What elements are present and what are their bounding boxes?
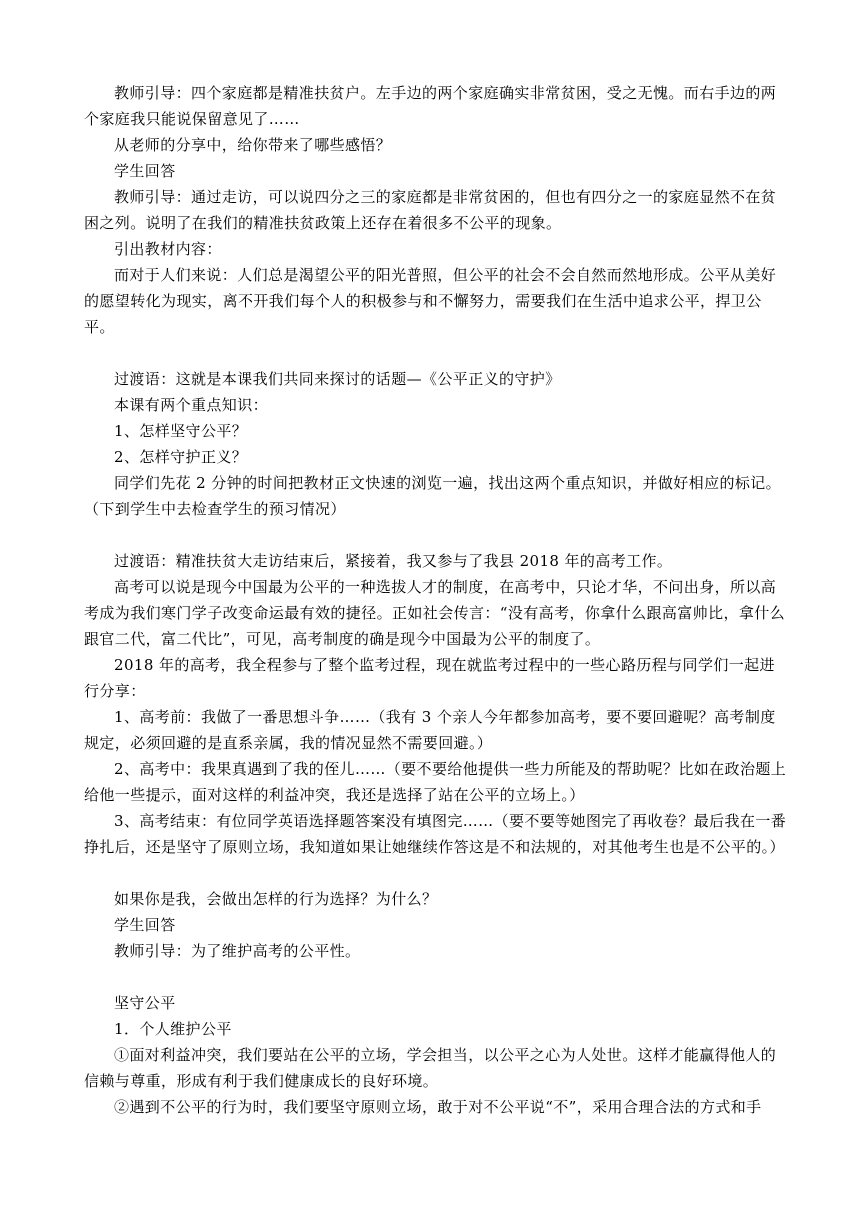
paragraph-transition-1: 过渡语：这就是本课我们共同来探讨的话题—《公平正义的守护》 xyxy=(114,370,561,388)
subheading-personal-fairness: 1．个人维护公平 xyxy=(114,1020,232,1038)
paragraph-key-point-1: 1、怎样坚守公平？ xyxy=(114,422,248,440)
paragraph-teacher-guide-2: 教师引导：通过走访，可以说四分之三的家庭都是非常贫困的，但也有四分之一的家庭显然不在贫困之列。说明了在我们的精准扶贫政策上还存在着很多不公平的现象。 xyxy=(84,188,777,232)
paragraph-point-2: ②遇到不公平的行为时，我们要坚守原则立场，敢于对不公平说“不”，采用合理合法的方式和手 xyxy=(114,1098,762,1116)
paragraph-key-point-2: 2、怎样守护正义？ xyxy=(114,448,248,466)
paragraph-before-exam: 1、高考前：我做了一番思想斗争……（我有 3 个亲人今年都参加高考，要不要回避呢？高考制度规定，必须回避的是直系亲属，我的情况显然不需要回避。） xyxy=(84,708,776,752)
paragraph-teacher-guide-3: 教师引导：为了维护高考的公平性。 xyxy=(114,942,361,960)
paragraph-teacher-guide-1: 教师引导：四个家庭都是精准扶贫户。左手边的两个家庭确实非常贫困，受之无愧。而右手边的两个家庭我只能说保留意见了…… xyxy=(84,84,777,128)
paragraph-during-exam: 2、高考中：我果真遇到了我的侄儿……（要不要给他提供一些力所能及的帮助呢？比如在政治题上给他一些提示，面对这样的利益冲突，我还是选择了站在公平的立场上。） xyxy=(84,760,787,804)
paragraph-key-points: 本课有两个重点知识： xyxy=(114,396,269,414)
paragraph-fairness-text: 而对于人们来说：人们总是渴望公平的阳光普照，但公平的社会不会自然而然地形成。公平从美好的愿望转化为现实，离不开我们每个人的积极参与和不懈努力，需要我们在生活中追求公平，捍卫公平。 xyxy=(84,266,777,336)
paragraph-point-1: ①面对利益冲突，我们要站在公平的立场，学会担当，以公平之心为人处世。这样才能赢得他人的信赖与尊重，形成有利于我们健康成长的良好环境。 xyxy=(84,1046,777,1090)
paragraph-preview-task: 同学们先花 2 分钟的时间把教材正文快速的浏览一遍，找出这两个重点知识，并做好相应的标记。（下到学生中去检查学生的预习情况） xyxy=(84,474,782,518)
paragraph-gaokao-share: 2018 年的高考，我全程参与了整个监考过程，现在就监考过程中的一些心路历程与同学们一起进行分享： xyxy=(84,656,775,700)
paragraph-after-exam: 3、高考结束：有位同学英语选择题答案没有填图完……（要不要等她图完了再收卷？最后我在一番挣扎后，还是坚守了原则立场，我知道如果让她继续作答这是不和法规的，对其他考生也是不公平的。） xyxy=(84,812,787,856)
paragraph-textbook-intro: 引出教材内容： xyxy=(114,240,222,258)
paragraph-transition-2: 过渡语：精准扶贫大走访结束后，紧接着，我又参与了我县 2018 年的高考工作。 xyxy=(114,552,673,570)
paragraph-student-answer-1: 学生回答 xyxy=(114,162,176,180)
paragraph-student-answer-2: 学生回答 xyxy=(114,916,176,934)
paragraph-question-2: 如果你是我，会做出怎样的行为选择？为什么？ xyxy=(114,890,438,908)
paragraph-gaokao-intro: 高考可以说是现今中国最为公平的一种选拔人才的制度，在高考中，只论才华，不问出身，所以高考成为我们寒门学子改变命运最有效的捷径。正如社会传言：“没有高考，你拿什么跟高富帅比，拿什么跟官二代，富二代比”，可见，高考制度的确是现今中国最为公平的制度了。 xyxy=(84,578,786,648)
paragraph-question-1: 从老师的分享中，给你带来了哪些感悟？ xyxy=(114,136,392,154)
section-heading-fairness: 坚守公平 xyxy=(114,994,176,1012)
